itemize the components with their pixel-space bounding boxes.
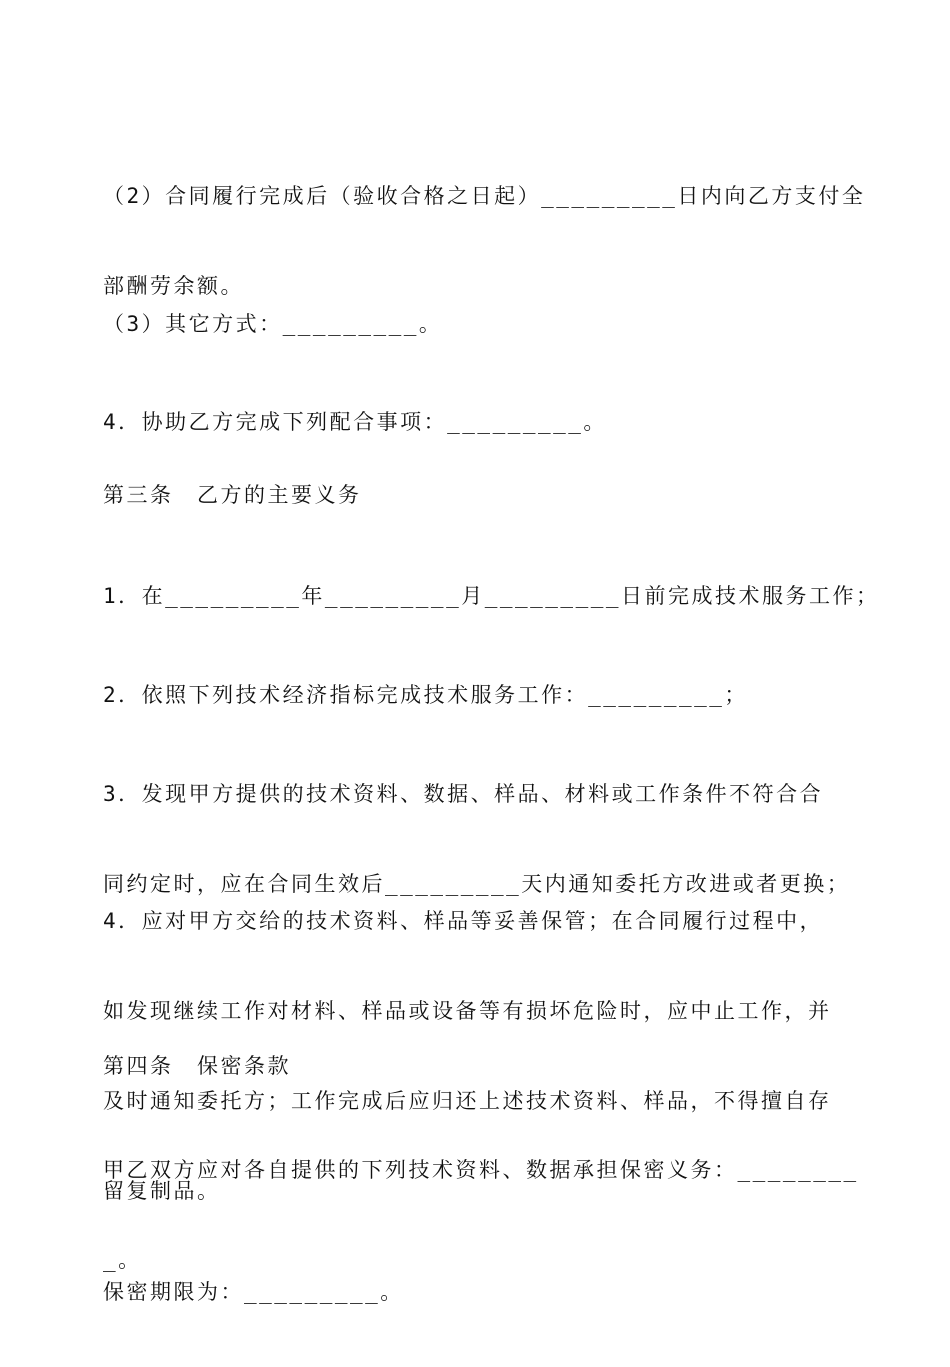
text-line: 如发现继续工作对材料、样品或设备等有损坏危险时，应中止工作，并 (103, 999, 832, 1023)
text-line: 2．依照下列技术经济指标完成技术服务工作：_________； (103, 683, 748, 707)
confidentiality-period (103, 1217, 853, 1367)
text-line: （2）合同履行完成后（验收合格之日起）_________日内向乙方支付全 (103, 184, 866, 208)
text-line: 部酬劳余额。 (103, 274, 244, 298)
text-line: （3）其它方式：_________。 (103, 312, 443, 336)
section-heading: 第四条 保密条款 (103, 1054, 291, 1078)
text-line: _。 (103, 1248, 142, 1272)
text-line: 4．协助乙方完成下列配合事项：_________。 (103, 410, 607, 434)
text-line: 4．应对甲方交给的技术资料、样品等妥善保管；在合同履行过程中， (103, 909, 824, 933)
text-line: 3．发现甲方提供的技术资料、数据、样品、材料或工作条件不符合合 (103, 782, 824, 806)
section-heading: 第三条 乙方的主要义务 (103, 483, 362, 507)
text-line: 甲乙双方应对各自提供的下列技术资料、数据承担保密义务：________ (103, 1158, 859, 1182)
text-line: 留复制品。 (103, 1179, 221, 1203)
text-line: 保密期限为：_________。 (103, 1280, 404, 1304)
text-line: 及时通知委托方；工作完成后应归还上述技术资料、样品，不得擅自存 (103, 1089, 832, 1113)
text-line: 同约定时，应在合同生效后_________天内通知委托方改进或者更换； (103, 872, 851, 896)
text-line: 1．在_________年_________月_________日前完成技术服务工作； (103, 584, 880, 608)
